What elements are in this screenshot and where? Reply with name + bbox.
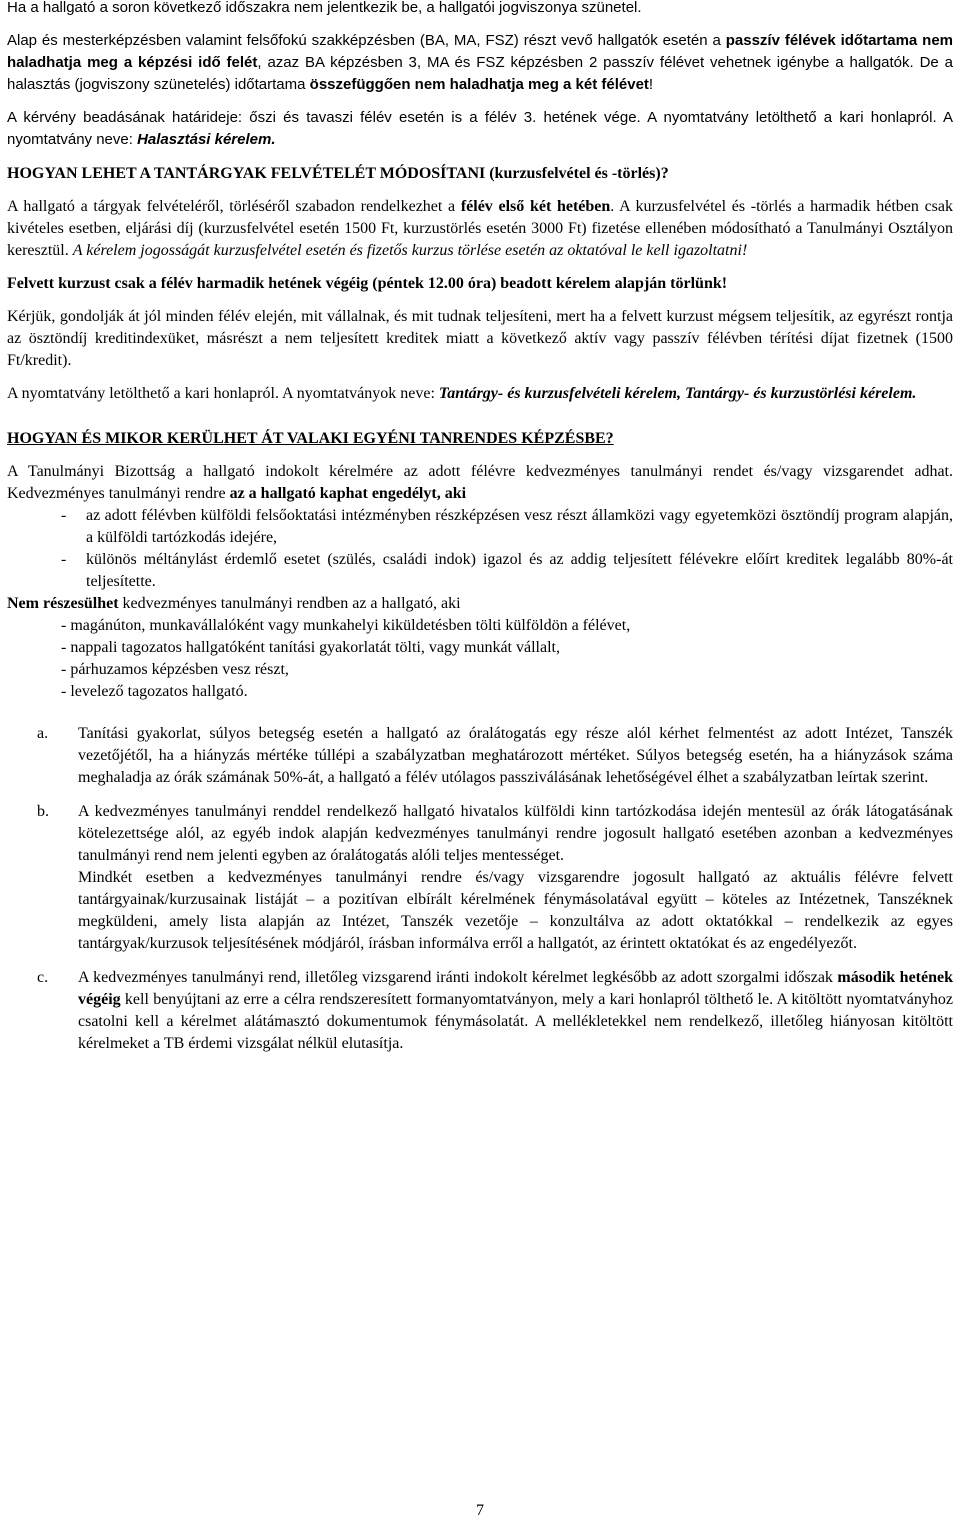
text-span: !	[648, 76, 654, 93]
item-marker: c.	[37, 969, 49, 986]
bold-span: az a hallgató kaphat engedélyt, aki	[229, 485, 467, 502]
list-item-text: az adott félévben külföldi felsőoktatási intézményben részképzésen vesz részt államközi vagy egyetemközi ösztöndíj program alapján, a külföldi tartózkodás idejére,	[86, 507, 953, 546]
text-span: A hallgató a tárgyak felvételéről, törléséről szabadon rendelkezhet a	[7, 198, 461, 215]
ineligibility-list	[7, 615, 953, 703]
heading-individual-schedule: HOGYAN ÉS MIKOR KERÜLHET ÁT VALAKI EGYÉNI TANRENDES KÉPZÉSBE?	[7, 430, 614, 447]
text-span: A Tanulmányi Bizottság a hallgató indokolt kérelmére az adott félévre kedvezményes tanulmányi rendet és/vagy vizsgarendet adhat. Kedvezményes tanulmányi rendre	[7, 463, 953, 502]
item-text: A kedvezményes tanulmányi renddel rendelkező hallgató hivatalos külföldi kinn tartózkodása idején mentesül az órák látogatásának kötelezettsége alól, az egyéb indok alapján kedvezményes tanulmányi rendre jogosult hallgató esetében azonban a kedvezményes tanulmányi rend nem jelenti egyben az óralátogatás alóli teljes mentességet.	[78, 803, 953, 864]
list-item-text: párhuzamos képzésben vesz részt,	[70, 661, 289, 678]
text-span: kell benyújtani az erre a célra rendszeresített formanyomtatványon, mely a kari honlapról tölthető le. A kitöltött nyomtatványhoz csatolni kell a kérelmet alátámasztó dokumentumok fénymásolatát. A mellékletekkel nem rendelkező, illetőleg hiányosan kitöltött kérelmeket a TB érdemi vizsgálat nélkül elutasítja.	[78, 991, 953, 1052]
form-names: Tantárgy- és kurzusfelvételi kérelem, Tantárgy- és kurzustörlési kérelem.	[438, 385, 917, 402]
list-item	[7, 615, 953, 637]
bold-span: passzív félévek időtartama nem haladhatja meg a képzési idő felét	[7, 32, 953, 71]
list-item-text: levelező tagozatos hallgató.	[70, 683, 248, 700]
bold-span: összefüggően nem haladhatja meg a két félévet	[309, 76, 649, 93]
list-item	[7, 637, 953, 659]
form-name: Halasztási kérelem.	[137, 131, 276, 148]
dash-bullet: -	[61, 639, 67, 656]
eligibility-list	[7, 505, 953, 593]
list-item	[7, 659, 953, 681]
dash-bullet: -	[61, 551, 67, 568]
item-marker: a.	[37, 725, 49, 742]
dash-bullet: -	[61, 617, 67, 634]
item-text: Mindkét esetben a kedvezményes tanulmányi rendre és/vagy vizsgarendre jogosult hallgató az aktuális félévre felvett tantárgyainak/kurzusainak listáját – a pozitívan elbírált kérelmének fénymásolatával együtt – köteles az Intézetnek, Tanszéknek megküldeni, amely lista alapján az Intézet, Tanszék vezetője – konzultálva az adott oktatókkal – rendelkezik az egyes tantárgyak/kurzusok teljesítésének módjáról, írásban informálva erről a hallgatót, az érintett oktatókat és az engedélyezőt.	[78, 869, 953, 952]
paragraph-enrollment: Ha a hallgató a soron következő időszakra nem jelentkezik be, a hallgatói jogviszonya szünetel.	[7, 0, 642, 16]
item-marker: b.	[37, 803, 49, 820]
heading-course-modification: HOGYAN LEHET A TANTÁRGYAK FELVÉTELÉT MÓDOSÍTANI (kurzusfelvétel és -törlés)?	[7, 165, 669, 182]
paragraph-not-eligible	[7, 593, 953, 615]
item-a	[7, 723, 953, 789]
item-c	[7, 967, 953, 1055]
paragraph-passive-semesters	[7, 30, 953, 96]
text-span: Alap és mesterképzésben valamint felsőfokú szakképzésben (BA, MA, FSZ) részt vevő hallgatók esetén a	[7, 32, 726, 49]
dash-bullet: -	[61, 683, 67, 700]
text-span: A kérvény beadásának határideje: őszi és tavaszi félév esetén is a félév 3. hetének vége. A nyomtatvány letölthető a kari honlapról. A nyomtatvány neve:	[7, 109, 953, 148]
text-span: A kedvezményes tanulmányi rend, illetőleg vizsgarend iránti indokolt kérelmet legkésőbb az adott szorgalmi időszak	[78, 969, 838, 986]
dash-bullet: -	[61, 661, 67, 678]
text-span: kedvezményes tanulmányi rendben az a hallgató, aki	[118, 595, 461, 612]
bold-span: második hetének végéig	[78, 969, 954, 1008]
bold-span: félév első két hetében	[460, 198, 611, 215]
item-b	[7, 801, 953, 955]
bold-span: Nem részesülhet	[7, 595, 119, 612]
item-text: Tanítási gyakorlat, súlyos betegség esetén a hallgató az óralátogatás egy része alól kérhet felmentést az adott Intézet, Tanszék vezetőjétől, ha a hiányzás mértéke túllépi a szabályzatban meghatározott mértéket. Súlyos betegség esetén, ha a hiányzások száma meghaladja az órák számának 50%-át, a hallgató a félév utólagos passziválásának lehetőségével élhet a szabályzatban leírtak szerint.	[78, 725, 953, 786]
paragraph-course-change-rules	[7, 196, 953, 262]
item-text	[78, 967, 953, 1055]
text-span: A nyomtatvány letölthető a kari honlapról. A nyomtatványok neve:	[7, 385, 439, 402]
paragraph-consider-carefully: Kérjük, gondolják át jól minden félév elején, mit vállalnak, és mit tudnak teljesíteni, mert ha a felvett kurzust mégsem teljesítik, az egyrészt rontja az ösztöndíj kreditindexüket, másrészt a nem teljesített kreditek miatt a következő aktív vagy passzív félévben térítési díjat fizetnek (1500 Ft/kredit).	[7, 308, 953, 369]
list-item	[7, 505, 953, 549]
list-item	[7, 681, 953, 703]
document-page	[7, 0, 953, 1055]
paragraph-form-names	[7, 383, 953, 405]
list-item-text: magánúton, munkavállalóként vagy munkahelyi kiküldetésben tölti külföldön a félévet,	[70, 617, 631, 634]
paragraph-deletion-deadline: Felvett kurzust csak a félév harmadik hetének végéig (péntek 12.00 óra) beadott kérelem alapján törlünk!	[7, 275, 728, 292]
page-number: 7	[476, 1502, 484, 1519]
list-item	[7, 549, 953, 593]
text-span: , azaz BA képzésben 3, MA és FSZ képzésben 2 passzív félévet vehetnek igénybe a hallgatók.	[257, 54, 920, 71]
dash-bullet: -	[61, 507, 67, 524]
paragraph-request-deadline	[7, 107, 953, 151]
italic-span: A kérelem jogosságát kurzusfelvétel esetén és fizetős kurzus törlése esetén az oktatóval le kell igazoltatni!	[72, 242, 748, 259]
text-span: De a halasztás (jogviszony szünetelés) időtartama	[7, 54, 954, 93]
paragraph-study-committee	[7, 461, 953, 505]
text-span: . A kurzusfelvétel és -törlés a harmadik hétben csak kivételes esetben, eljárási díj (kurzusfelvétel esetén 1500 Ft, kurzustörlés esetén 3000 Ft) fizetése ellenében módosítható a Tanulmányi Osztályon keresztül.	[7, 198, 953, 259]
list-item-text: nappali tagozatos hallgatóként tanítási gyakorlatát tölti, vagy munkát vállalt,	[70, 639, 560, 656]
list-item-text: különös méltánylást érdemlő esetet (szülés, családi indok) igazol és az addig teljesített félévekre előírt kreditek legalább 80%-át teljesítette.	[86, 551, 953, 590]
